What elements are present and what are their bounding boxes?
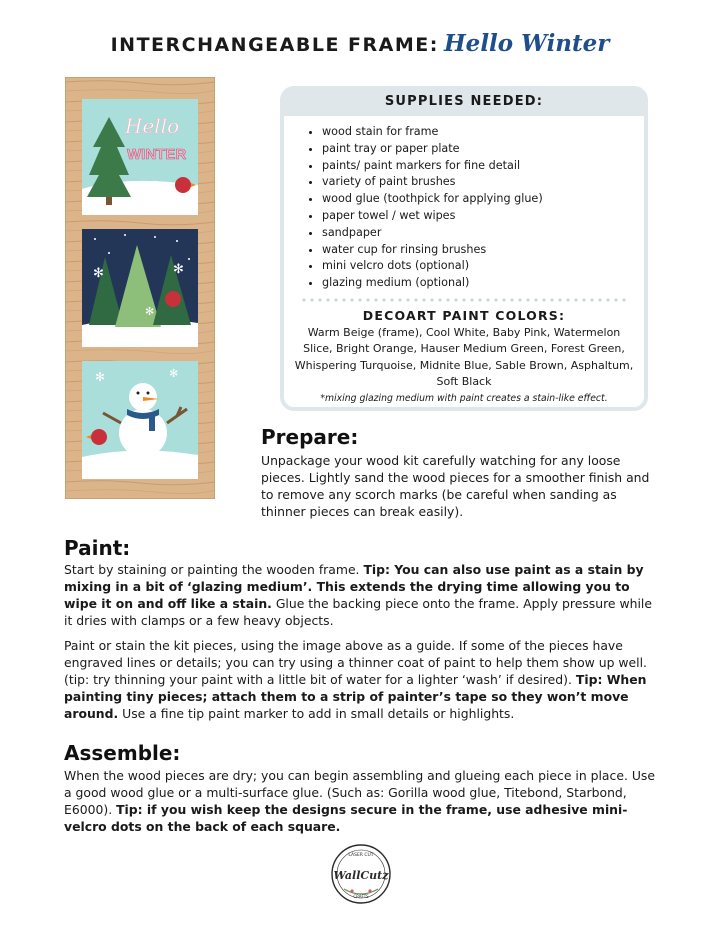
logo-top-text: LASER CUT — [348, 853, 374, 858]
svg-text:✻: ✻ — [145, 305, 155, 318]
prepare-text: Unpackage your wood kit carefully watching for any loose pieces. Lightly sand the wood pieces for a smoother finish and to remove any scorch marks (be careful when sanding as thinner pieces can break easily). — [261, 453, 650, 519]
paint-colors-text: Warm Beige (frame), Cool White, Baby Pink, Watermelon Slice, Bright Orange, Hauser Medium Green, Forest Green, Whispering Turquoise, Midnite Blue, Sable Brown, Asphaltum, Soft Black — [294, 325, 634, 389]
list-item: • paper towel / wet wipes — [322, 208, 644, 225]
list-item: • water cup for rinsing brushes — [322, 242, 644, 259]
svg-text:✻: ✻ — [95, 370, 106, 384]
svg-text:✻: ✻ — [151, 179, 161, 192]
list-item: • variety of paint brushes — [322, 174, 644, 191]
supplies-list — [284, 124, 644, 292]
panel-snowman — [82, 361, 198, 479]
panel-night-trees — [82, 229, 198, 347]
glazing-note: *mixing glazing medium with paint creates a stain-like effect. — [320, 392, 608, 404]
list-item: • sandpaper — [322, 225, 644, 242]
svg-text:✻: ✻ — [93, 266, 104, 281]
page-title-main: INTERCHANGEABLE FRAME: — [110, 34, 439, 56]
dotted-divider — [300, 298, 628, 302]
prepare-heading: Prepare: — [261, 425, 359, 449]
panel-hello-winter — [82, 99, 198, 215]
paint-heading: Paint: — [64, 536, 131, 560]
list-item: • wood stain for frame — [322, 124, 644, 141]
assemble-heading: Assemble: — [64, 741, 181, 765]
wallcutz-logo — [330, 843, 392, 905]
list-item: • paints/ paint markers for fine detail — [322, 158, 644, 175]
svg-text:✻: ✻ — [169, 367, 179, 380]
svg-text:✻: ✻ — [169, 202, 177, 212]
panel1-hello-text: Hello — [125, 114, 180, 138]
list-item: • paint tray or paper plate — [322, 141, 644, 158]
assemble-p-tip: Tip: if you wish keep the designs secure in the frame, use adhesive mini-velcro dots on the back of each square. — [64, 802, 628, 834]
supplies-box — [280, 86, 648, 411]
paint-text-2 — [64, 637, 658, 722]
paint-p1-tip: Tip: You can also use paint as a stain by mixing in a bit of ‘glazing medium’. This extends the drying time allowing you to wipe it on and off like a stain. — [64, 562, 644, 611]
list-item: • mini velcro dots (optional) — [322, 258, 644, 275]
logo-bottom-text: CRAFTS — [353, 894, 369, 899]
paint-p2-tip: Tip: When painting tiny pieces; attach them to a strip of painter’s tape so they won’t move around. — [64, 672, 647, 721]
svg-text:✻: ✻ — [173, 262, 184, 277]
paint-p1-a: Start by staining or painting the wooden frame. — [64, 562, 364, 577]
list-item: • wood glue (toothpick for applying glue) — [322, 191, 644, 208]
paint-p1-c: Glue the backing piece onto the frame. Apply pressure while it dries with clamps or a few heavy objects. — [64, 596, 652, 628]
paint-p2-a: Paint or stain the kit pieces, using the image above as a guide. If some of the pieces have engraved lines or details; you can try using a thinner coat of paint to help them show up well. (tip: try thinning your paint with a little bit of water for a lighter ‘wash’ if desired). — [64, 638, 647, 687]
paint-text-1 — [64, 561, 658, 629]
assemble-p-a: When the wood pieces are dry; you can begin assembling and glueing each piece in place. Use a good wood glue or a multi-surface glue. (Such as: Gorilla wood glue, Titebond, Starbond, E6000). — [64, 768, 655, 817]
paint-p2-c: Use a fine tip paint marker to add in small details or highlights. — [118, 706, 515, 721]
page-title — [0, 30, 720, 57]
logo-name-text: WallCutz — [333, 869, 389, 882]
supplies-heading: SUPPLIES NEEDED: — [284, 90, 644, 116]
frame-artwork — [65, 77, 215, 499]
assemble-text — [64, 767, 658, 835]
page-title-script: Hello Winter — [443, 30, 610, 57]
paint-colors-heading: DECOART PAINT COLORS: — [362, 307, 566, 323]
panel1-winter-text: WINTER — [127, 146, 187, 163]
list-item: • glazing medium (optional) — [322, 275, 644, 292]
